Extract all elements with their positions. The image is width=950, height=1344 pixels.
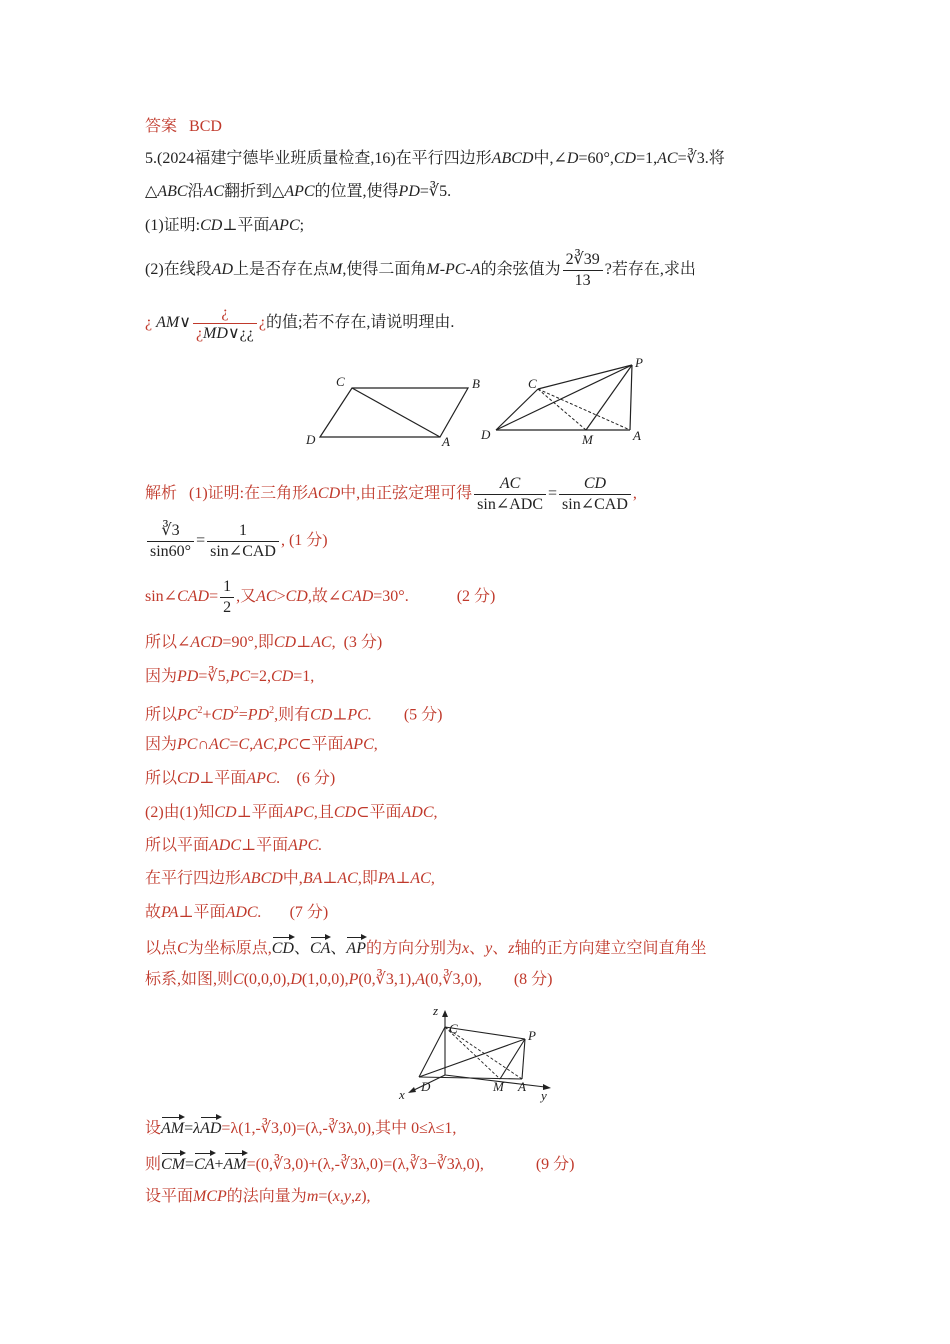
solution-text: 所以平面 — [145, 837, 210, 854]
solution-text: =30°. — [373, 588, 409, 606]
var: PC — [229, 668, 251, 685]
var: D — [566, 150, 579, 167]
var: m — [306, 1188, 319, 1205]
solution-text: ⊥ — [322, 870, 338, 887]
fraction-numerator: ¿ — [193, 303, 257, 324]
solution-text: , — [331, 634, 336, 651]
score: (5 分) — [403, 706, 443, 724]
fraction-denominator: sin60° — [150, 543, 192, 560]
solution-text: = — [238, 706, 248, 724]
fraction-denominator: sin∠CAD — [210, 543, 276, 560]
var: CD — [333, 804, 357, 821]
label-B: B — [472, 376, 480, 391]
solution-text: ⊥ — [296, 634, 312, 651]
var: ACD — [308, 485, 341, 503]
label-D: D — [306, 432, 316, 447]
var: PC — [177, 706, 198, 724]
solution-line-10 — [145, 836, 322, 856]
solution-text: (2)由(1)知 — [145, 804, 215, 821]
solution-text: = — [548, 485, 558, 503]
solution-text: ,且 — [313, 804, 334, 821]
var: APC — [283, 804, 314, 821]
problem-line-2 — [145, 182, 451, 202]
solution-text: , — [373, 736, 378, 753]
label-z: z — [433, 1003, 439, 1018]
parallelogram-figure — [300, 370, 490, 450]
fraction-denominator: 13 — [574, 272, 591, 289]
var: PD — [247, 706, 270, 724]
solution-line-7 — [145, 735, 378, 755]
solution-text: 、 — [492, 940, 509, 957]
var: C — [238, 736, 250, 753]
solution-text: =2, — [250, 668, 272, 685]
var: AC — [209, 736, 230, 753]
var: ABC — [157, 183, 188, 200]
var: AC — [253, 736, 274, 753]
fraction — [207, 521, 279, 562]
vector: AD — [200, 1115, 221, 1139]
solution-text: (1,0,0), — [301, 971, 349, 988]
solution-text: =(0,∛3,0)+(λ,-∛3λ,0)=(λ,∛3−∛3λ,0), — [246, 1156, 484, 1173]
solution-text: (0,∛3,1), — [358, 971, 416, 988]
solution-text: ∩ — [197, 736, 210, 753]
problem-text: 中,∠ — [533, 150, 567, 167]
problem-text: ∨ — [179, 314, 191, 332]
var: ADC. — [225, 904, 262, 921]
solution-text: =( — [318, 1188, 333, 1205]
solution-text: = — [209, 588, 219, 606]
solution-line-12 — [145, 903, 328, 923]
var: C — [177, 940, 188, 957]
problem-text: 的余弦值为 — [480, 261, 561, 279]
solution-line-15 — [145, 1115, 456, 1139]
solution-line-9 — [145, 803, 438, 823]
solution-text: , — [273, 736, 278, 753]
solution-text: sin∠ — [145, 588, 178, 606]
var: ACD — [190, 634, 223, 651]
solution-text: 中,由正弦定理可得 — [340, 485, 473, 503]
var: ADC — [401, 804, 434, 821]
var: ADC — [209, 837, 242, 854]
glyph: ¿ — [195, 325, 204, 342]
solution-line-1 — [145, 474, 637, 515]
score: (2 分) — [456, 588, 496, 606]
solution-text: , — [433, 804, 438, 821]
var: PA — [377, 870, 396, 887]
label-C: C — [336, 374, 345, 389]
fraction-numerator: 2∛39 — [563, 250, 603, 271]
label-C: C — [449, 1021, 458, 1036]
fraction — [559, 474, 631, 515]
var: z — [354, 1188, 362, 1205]
folded-figure — [478, 355, 658, 450]
problem-text: 翻折到△ — [224, 183, 285, 200]
label-A: A — [633, 428, 641, 443]
var: AC — [203, 183, 224, 200]
solution-text: , — [632, 485, 637, 503]
problem-text: ,使得二面角 — [342, 261, 427, 279]
var: AD — [211, 261, 233, 279]
var: CD — [613, 150, 637, 167]
solution-text: ⊥平面 — [199, 770, 247, 787]
var: APC — [284, 183, 315, 200]
fraction-numerator: 1 — [220, 577, 234, 598]
problem-text: 5.(2024福建宁德毕业班质量检查,16)在平行四边形 — [145, 150, 492, 167]
solution-text: , — [249, 736, 254, 753]
label-D: D — [421, 1079, 431, 1094]
score: (9 分) — [535, 1156, 575, 1173]
exponent: 2 — [197, 705, 203, 716]
solution-line-11 — [145, 869, 435, 889]
var: APC — [343, 736, 374, 753]
fraction-numerator: AC — [474, 474, 546, 495]
solution-text: 的法向量为 — [226, 1188, 307, 1205]
var: AC — [311, 634, 332, 651]
vector: CD — [272, 935, 294, 959]
solution-text: 、 — [330, 940, 347, 957]
problem-text: △ — [145, 183, 158, 200]
var: P — [348, 971, 359, 988]
var: MD — [203, 325, 228, 342]
solution-text: ⊥平面 — [241, 837, 289, 854]
solution-label: 解析 — [145, 485, 178, 503]
solution-text: + — [214, 1156, 224, 1173]
solution-text: 中, — [282, 870, 303, 887]
vector: AP — [346, 935, 366, 959]
solution-text: ,即 — [357, 870, 378, 887]
var: y — [343, 1188, 351, 1205]
var: CAD — [177, 588, 210, 606]
solution-text: 故 — [145, 904, 162, 921]
solution-text: > — [276, 588, 286, 606]
solution-line-8 — [145, 769, 335, 789]
solution-text: ⊥平面 — [236, 804, 284, 821]
solution-text: (1)证明:在三角形 — [189, 485, 309, 503]
problem-text: 的位置,使得 — [314, 183, 399, 200]
exponent: 2 — [233, 705, 239, 716]
var: PC — [277, 736, 299, 753]
solution-text: 所以 — [145, 770, 178, 787]
solution-text: , — [350, 1188, 355, 1205]
solution-text: = — [196, 532, 206, 550]
var: APC. — [246, 770, 281, 787]
solution-text: , — [430, 870, 435, 887]
label-A: A — [518, 1079, 526, 1094]
var: AC — [256, 588, 277, 606]
solution-text: ,则有 — [274, 706, 311, 724]
fraction-denominator: sin∠ADC — [477, 496, 543, 513]
glyph: ¿ — [145, 314, 153, 332]
solution-text: ), — [361, 1188, 371, 1205]
solution-text: 因为 — [145, 736, 178, 753]
problem-text: =∛5. — [419, 183, 452, 200]
solution-text: 标系,如图,则 — [145, 971, 234, 988]
score: (3 分) — [343, 634, 383, 651]
fraction-numerator: CD — [559, 474, 631, 495]
solution-text: 因为 — [145, 668, 178, 685]
question-1 — [145, 216, 304, 236]
solution-line-3 — [145, 577, 495, 618]
solution-text: 设 — [145, 1120, 162, 1137]
solution-text: 所以∠ — [145, 634, 191, 651]
problem-text: =1, — [636, 150, 658, 167]
var: PD — [398, 183, 420, 200]
solution-text: , — [339, 1188, 344, 1205]
var: APC. — [288, 837, 323, 854]
solution-text: ⊥平面 — [178, 904, 226, 921]
score: (6 分) — [296, 770, 336, 787]
var: AC — [337, 870, 358, 887]
var: ABCD — [491, 150, 534, 167]
var: CD — [211, 706, 234, 724]
vector: CA — [310, 935, 330, 959]
label-y: y — [541, 1088, 547, 1103]
solution-line-16 — [145, 1151, 575, 1175]
var: A — [415, 971, 425, 988]
vector: AM — [161, 1115, 184, 1139]
answer-line — [145, 117, 222, 137]
var: CAD — [341, 588, 374, 606]
glyph: ¿ — [258, 314, 266, 332]
solution-text: (0,0,0), — [243, 971, 291, 988]
solution-text: + — [202, 706, 212, 724]
label-M: M — [493, 1079, 504, 1094]
z-axis-arrow — [442, 1010, 448, 1017]
fraction — [193, 303, 257, 344]
solution-text: =90°,即 — [222, 634, 274, 651]
var: M — [329, 261, 343, 279]
var: CD — [200, 217, 223, 234]
solution-line-5 — [145, 667, 314, 687]
fraction — [474, 474, 546, 515]
solution-text: 以点 — [145, 940, 178, 957]
label-M: M — [582, 432, 593, 447]
answer-label: 答案 — [145, 118, 178, 135]
var: PD — [177, 668, 199, 685]
problem-text: =60°, — [578, 150, 614, 167]
question-2 — [145, 250, 696, 291]
fraction-denominator: sin∠CAD — [562, 496, 628, 513]
var: PA — [161, 904, 179, 921]
var: λ — [193, 1120, 201, 1137]
problem-line-1 — [145, 149, 725, 169]
coordinate-figure — [395, 1003, 565, 1103]
var: CD — [273, 634, 297, 651]
var: y — [485, 940, 493, 957]
solution-text: ⊥ — [395, 870, 411, 887]
problem-text: 上是否存在点 — [233, 261, 330, 279]
question-2-cont — [145, 303, 454, 344]
solution-text: ⊥ — [332, 706, 348, 724]
var: PC. — [347, 706, 372, 724]
exponent: 2 — [269, 705, 275, 716]
solution-text: =λ(1,-∛3,0)=(λ,-∛3λ,0),其中 0≤λ≤1, — [221, 1120, 457, 1137]
var: PC — [177, 736, 198, 753]
problem-text: =∛3.将 — [677, 150, 725, 167]
solution-text: 、 — [293, 940, 310, 957]
problem-text: ⊥平面 — [222, 217, 270, 234]
fraction-numerator: ∛3 — [147, 521, 194, 542]
solution-text: = — [185, 1156, 195, 1173]
fraction — [563, 250, 603, 291]
var: MCP — [193, 1188, 227, 1205]
solution-text: = — [229, 736, 239, 753]
vector: CM — [161, 1151, 185, 1175]
solution-text: = — [184, 1120, 194, 1137]
solution-line-13 — [145, 935, 706, 959]
solution-text: 所以 — [145, 706, 178, 724]
solution-text: ⊂平面 — [298, 736, 344, 753]
var: z — [508, 940, 515, 957]
var: APC — [269, 217, 300, 234]
var: CD — [271, 668, 294, 685]
fraction — [220, 577, 234, 618]
problem-text: 沿 — [187, 183, 204, 200]
label-P: P — [635, 355, 643, 370]
solution-text: 在平行四边形 — [145, 870, 242, 887]
problem-text: (2)在线段 — [145, 261, 212, 279]
var: x — [332, 1188, 340, 1205]
solution-line-14 — [145, 970, 553, 990]
score: (7 分) — [289, 904, 329, 921]
var: AC — [657, 150, 678, 167]
var: BA — [302, 870, 323, 887]
solution-text: (0,∛3,0), — [424, 971, 482, 988]
solution-line-17 — [145, 1187, 371, 1207]
var: M-PC-A — [426, 261, 481, 279]
solution-line-2 — [145, 521, 328, 562]
var: CD — [285, 588, 308, 606]
label-A: A — [442, 434, 450, 449]
solution-text: 设平面 — [145, 1188, 194, 1205]
var: ABCD — [241, 870, 283, 887]
problem-text: ; — [299, 217, 305, 234]
label-C: C — [528, 376, 537, 391]
var: AM — [156, 314, 180, 332]
score: , (1 分) — [280, 532, 328, 550]
problem-text: (1)证明: — [145, 217, 201, 234]
solution-text: ,故∠ — [307, 588, 342, 606]
solution-text: 轴的正方向建立空间直角坐 — [514, 940, 707, 957]
score: (8 分) — [513, 971, 553, 988]
problem-text: ∨¿¿ — [227, 325, 254, 342]
var: C — [233, 971, 244, 988]
solution-text: 、 — [469, 940, 486, 957]
var: D — [290, 971, 302, 988]
var: CD — [177, 770, 200, 787]
answer-value: BCD — [189, 118, 222, 135]
solution-text: =∛5, — [198, 668, 230, 685]
label-P: P — [528, 1028, 536, 1043]
solution-text: ⊂平面 — [356, 804, 402, 821]
var: AC — [410, 870, 431, 887]
var: CD — [214, 804, 237, 821]
solution-line-4 — [145, 633, 382, 653]
fraction — [147, 521, 194, 562]
solution-text: =1, — [293, 668, 315, 685]
fraction-denominator: 2 — [223, 599, 232, 616]
fraction-numerator: 1 — [207, 521, 279, 542]
vector: CA — [194, 1151, 214, 1175]
label-D: D — [481, 427, 491, 442]
label-x: x — [399, 1087, 405, 1102]
vector: AM — [224, 1151, 247, 1175]
solution-text: 的方向分别为 — [365, 940, 462, 957]
solution-text: 为坐标原点, — [187, 940, 272, 957]
x-axis-arrow — [408, 1087, 416, 1093]
solution-text: 则 — [145, 1156, 162, 1173]
problem-text: ?若存在,求出 — [604, 261, 696, 279]
solution-text: ,又 — [236, 588, 257, 606]
var: CD — [310, 706, 333, 724]
var: x — [461, 940, 470, 957]
solution-line-6 — [145, 701, 443, 725]
problem-text: 的值;若不存在,请说明理由. — [265, 314, 455, 332]
